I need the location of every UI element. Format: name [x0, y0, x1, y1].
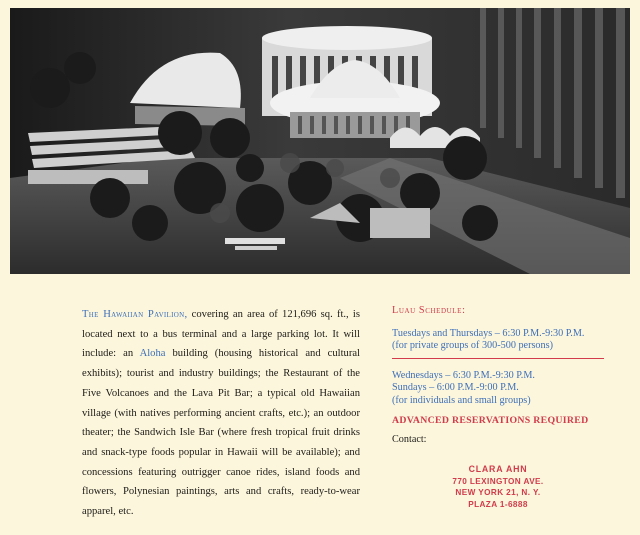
- pavilion-description: [82, 305, 360, 522]
- schedule-line: (for private groups of 300-500 persons): [392, 340, 553, 352]
- contact-label: Contact:: [392, 434, 427, 446]
- contact-name: CLARA AHN: [468, 463, 528, 474]
- pavilion-model-photo: [10, 8, 630, 274]
- contact-phone: PLAZA 1-6888: [468, 500, 528, 510]
- schedule-title: Luau Schedule:: [392, 305, 466, 316]
- schedule-line: Sundays – 6:00 P.M.-9:00 P.M.: [392, 382, 519, 394]
- reservations-notice: ADVANCED RESERVATIONS REQUIRED: [392, 414, 589, 426]
- contact-address: [438, 464, 558, 511]
- pavilion-title: The Hawaiian Pavilion,: [82, 309, 188, 320]
- description-text-1: covering an area of 121,696 sq. ft., is located next to a bus terminal and a large parking lot. It will include: an: [82, 309, 360, 360]
- luau-schedule-panel: [392, 305, 608, 511]
- pavilion-model-illustration: [10, 8, 630, 274]
- schedule-line: (for individuals and small groups): [392, 394, 531, 406]
- contact-street: 770 LEXINGTON AVE.: [452, 476, 544, 486]
- contact-city: NEW YORK 21, N. Y.: [455, 488, 541, 498]
- schedule-line: Tuesdays and Thursdays – 6:30 P.M.-9:30 P.M.: [392, 327, 585, 339]
- schedule-line: Wednesdays – 6:30 P.M.-9:30 P.M.: [392, 369, 535, 381]
- description-text-2: building (housing historical and cultural exhibits); tourist and industry buildings; the Restaurant of the Five Volcanoes and the Lava Pit Bar; a typical old Hawaiian village (with natives performing ancient crafts, etc.); an outdoor theater; the Sandwich Isle Bar (where fresh tropical fruit drinks and snack-type foods popular in Hawaii will be available); and concessions featuring outrigger canoe rides, island foods and flowers, Polynesian paintings, arts and crafts, ready-to-wear apparel, etc.: [82, 348, 360, 518]
- aloha-word: Aloha: [139, 348, 166, 360]
- schedule-divider: [392, 358, 604, 359]
